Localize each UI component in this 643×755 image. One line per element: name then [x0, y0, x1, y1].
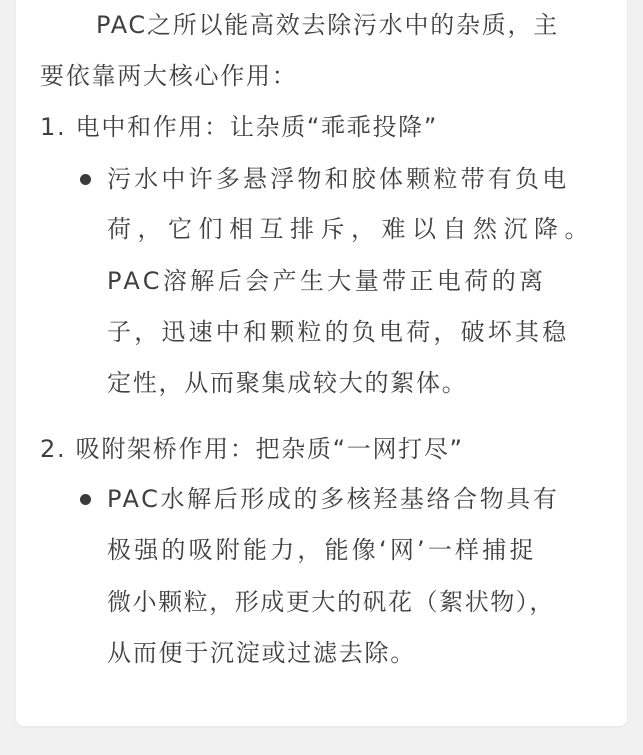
- bullet-dot-1: [80, 174, 91, 185]
- section-1-bullet-line-2: 荷，它们相互排斥，难以自然沉降。: [107, 215, 595, 243]
- intro-line-1: PAC之所以能高效去除污水中的杂质，主: [96, 11, 559, 39]
- section-2-bullet-line-2: 极强的吸附能力，能像‘网’一样捕捉: [107, 536, 537, 564]
- section-1-bullet-line-5: 定性，从而聚集成较大的絮体。: [107, 369, 468, 397]
- section-2-bullet-line-4: 从而便于沉淀或过滤去除。: [107, 639, 416, 667]
- section-2-heading: 2. 吸附架桥作用：把杂质“一网打尽”: [40, 435, 464, 463]
- section-1-heading: 1. 电中和作用：让杂质“乖乖投降”: [40, 113, 438, 141]
- section-2-bullet-line-1: PAC水解后形成的多核羟基络合物具有: [107, 485, 560, 513]
- bullet-dot-2: [80, 494, 91, 505]
- section-1-bullet-line-3: PAC溶解后会产生大量带正电荷的离: [107, 267, 547, 295]
- intro-line-2: 要依靠两大核心作用：: [40, 62, 298, 90]
- article-card: [16, 0, 627, 726]
- section-2-bullet-line-3: 微小颗粒，形成更大的矾花（絮状物），: [107, 588, 555, 616]
- section-1-bullet-line-4: 子，迅速中和颗粒的负电荷，破坏其稳: [107, 318, 570, 346]
- section-1-bullet-line-1: 污水中许多悬浮物和胶体颗粒带有负电: [107, 165, 570, 193]
